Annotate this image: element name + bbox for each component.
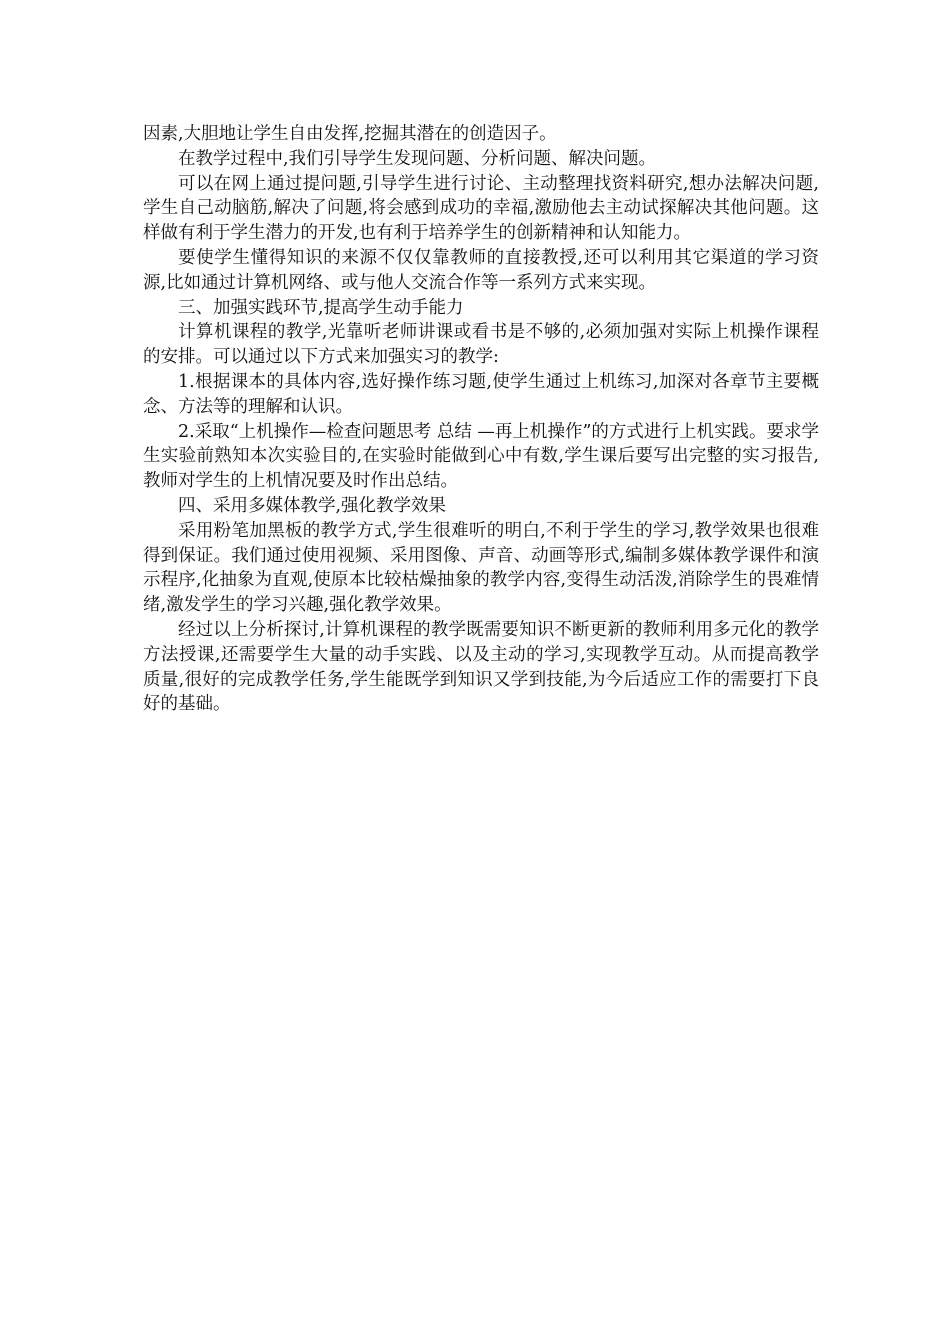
list-item-1: 1.根据课本的具体内容,选好操作练习题,使学生通过上机练习,加深对各章节主要概念、方法等的理解和认识。 xyxy=(143,371,819,417)
section-heading-multimedia: 四、采用多媒体教学,强化教学效果 xyxy=(178,495,447,516)
paragraph-knowledge-sources: 要使学生懂得知识的来源不仅仅靠教师的直接教授,还可以利用其它渠道的学习资源,比如通过计算机网络、或与他人交流合作等一系列方式来实现。 xyxy=(143,247,819,293)
paragraph-continuation: 因素,大胆地让学生自由发挥,挖掘其潜在的创造因子。 xyxy=(143,124,557,144)
paragraph-computer-course: 计算机课程的教学,光靠听老师讲课或看书是不够的,必须加强对实际上机操作课程的安排。可以通过以下方式来加强实习的教学: xyxy=(143,322,819,368)
paragraph-teaching-process: 在教学过程中,我们引导学生发现问题、分析问题、解决问题。 xyxy=(178,148,657,169)
list-item-2: 2.采取“上机操作—检查问题思考 总结 —再上机操作”的方式进行上机实践。要求学生实验前熟知本次实验目的,在实验时能做到心中有数,学生课后要写出完整的实习报告,教师对学生的上机情况要及时作出总结。 xyxy=(143,421,819,492)
document-body xyxy=(143,122,819,717)
section-heading-practice: 三、加强实践环节,提高学生动手能力 xyxy=(178,297,464,318)
paragraph-multimedia: 采用粉笔加黑板的教学方式,学生很难听的明白,不利于学生的学习,教学效果也很难得到保证。我们通过使用视频、采用图像、声音、动画等形式,编制多媒体教学课件和演示程序,化抽象为直观,使原本比较枯燥抽象的教学内容,变得生动活泼,消除学生的畏难情绪,激发学生的学习兴趣,强化教学效果。 xyxy=(143,520,819,616)
paragraph-conclusion: 经过以上分析探讨,计算机课程的教学既需要知识不断更新的教师利用多元化的教学方法授课,还需要学生大量的动手实践、以及主动的学习,实现教学互动。从而提高教学质量,很好的完成教学任务,学生能既学到知识又学到技能,为今后适应工作的需要打下良好的基础。 xyxy=(143,619,819,715)
paragraph-online-questions: 可以在网上通过提问题,引导学生进行讨论、主动整理找资料研究,想办法解决问题,学生自己动脑筋,解决了问题,将会感到成功的幸福,激励他去主动试探解决其他问题。这样做有利于学生潜力的开发,也有利于培养学生的创新精神和认知能力。 xyxy=(143,173,819,244)
